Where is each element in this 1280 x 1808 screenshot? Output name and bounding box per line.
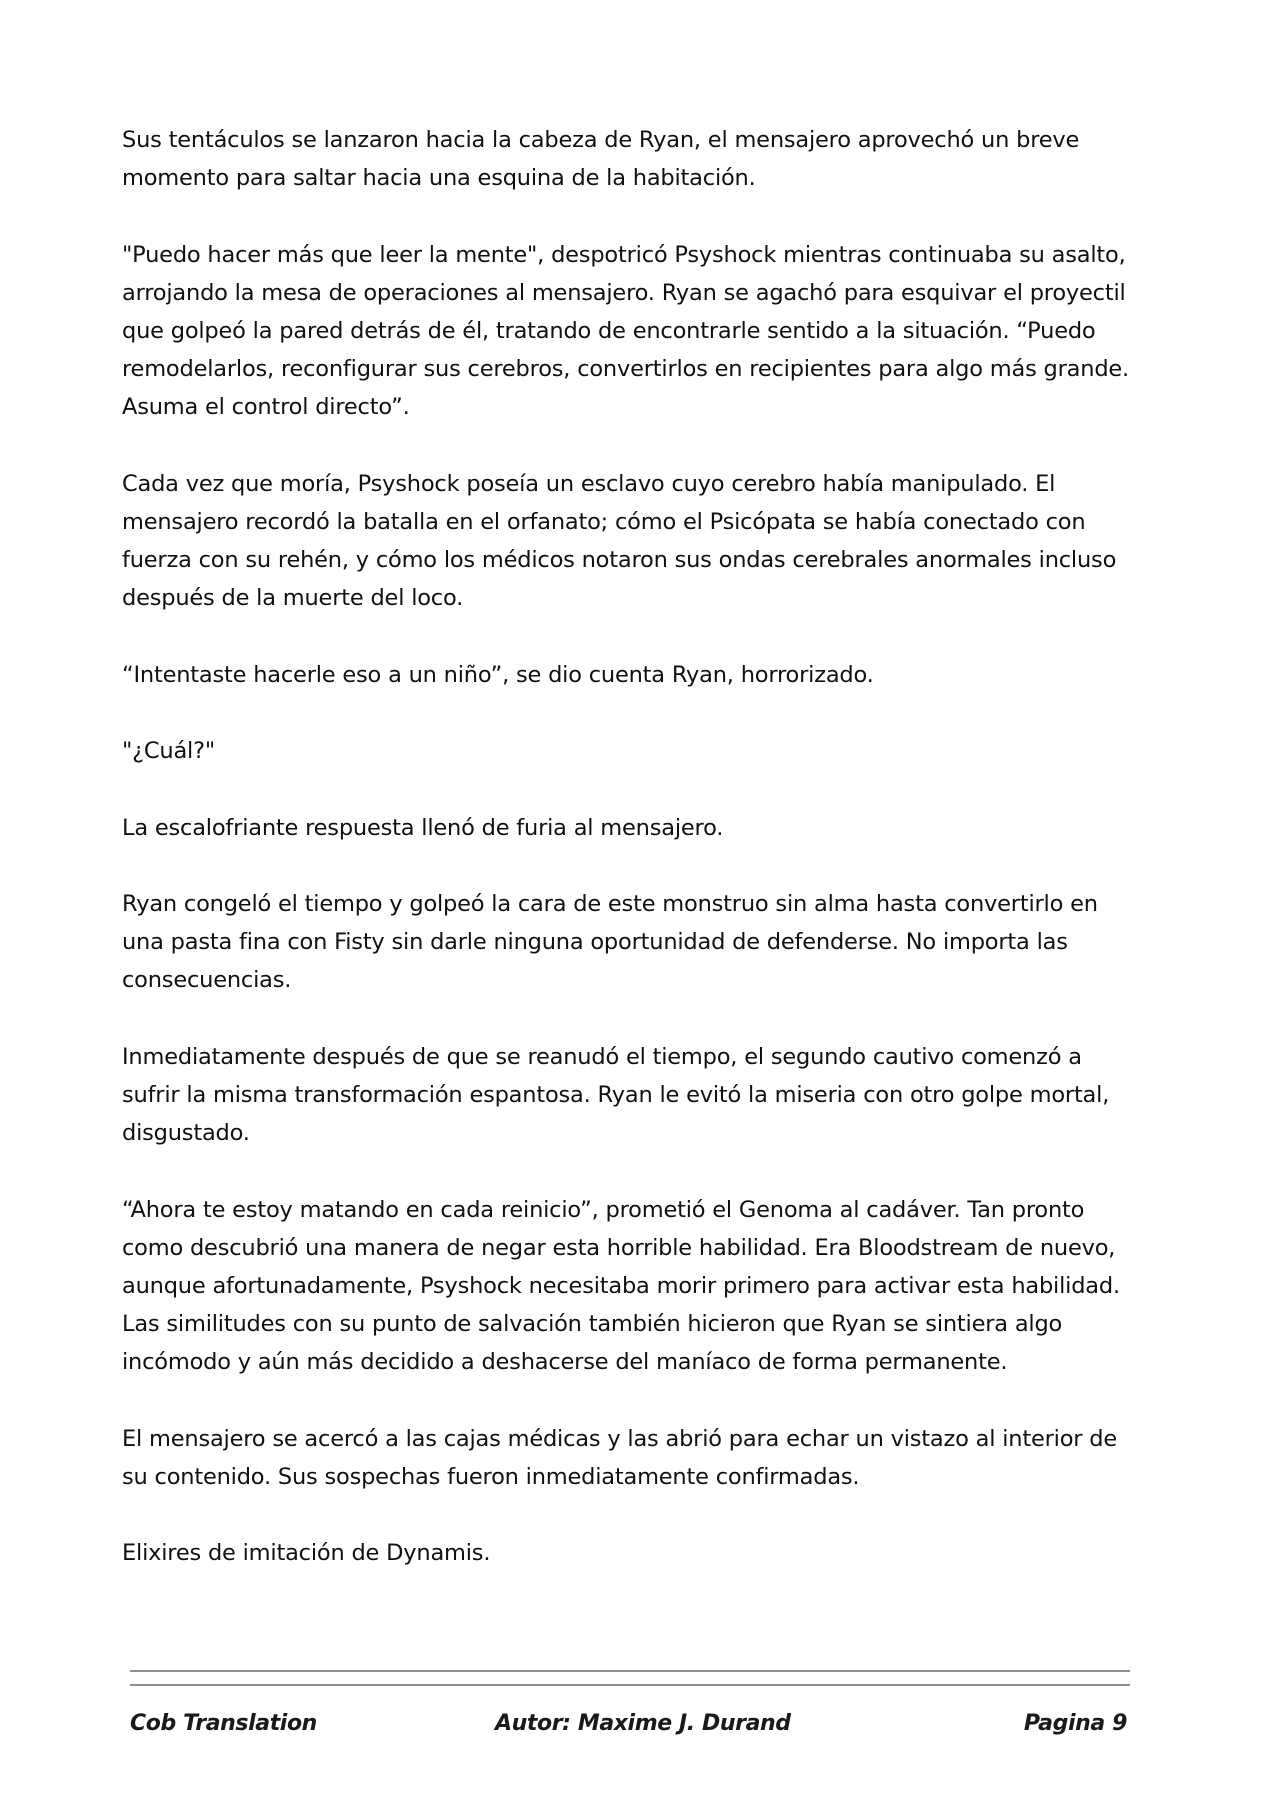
footer-author: Autor: Maxime J. Durand	[495, 1711, 791, 1736]
paragraph-11: Elixires de imitación de Dynamis.	[122, 1540, 491, 1567]
footer-divider-top	[130, 1670, 1130, 1672]
paragraph-1: Sus tentáculos se lanzaron hacia la cabeza de Ryan, el mensajero aprovechó un breve momento para saltar hacia una esquina de la habitación.	[122, 127, 1080, 192]
footer-divider-bottom	[130, 1684, 1130, 1686]
paragraph-2: "Puedo hacer más que leer la mente", despotricó Psyshock mientras continuaba su asalto, arrojando la mesa de operaciones al mensajero. Ryan se agachó para esquivar el proyectil que golpeó la pared detrás de él, tratando de encontrarle sentido a la situación. “Puedo remodelarlos, reconfigurar sus cerebros, convertirlos en recipientes para algo más grande. Asuma el control directo”.	[122, 241, 1130, 421]
paragraph-8: Inmediatamente después de que se reanudó el tiempo, el segundo cautivo comenzó a sufrir la misma transformación espantosa. Ryan le evitó la miseria con otro golpe mortal, disgustado.	[122, 1043, 1110, 1147]
paragraph-4: “Intentaste hacerle eso a un niño”, se dio cuenta Ryan, horrorizado.	[122, 661, 874, 688]
paragraph-7: Ryan congeló el tiempo y golpeó la cara de este monstruo sin alma hasta convertirlo en una pasta fina con Fisty sin darle ninguna oportunidad de defenderse. No importa las consecuencias.	[122, 890, 1098, 994]
footer-page-number: Pagina 9	[1023, 1711, 1127, 1736]
paragraph-10: El mensajero se acercó a las cajas médicas y las abrió para echar un vistazo al interior de su contenido. Sus sospechas fueron inmediatamente confirmadas.	[122, 1425, 1117, 1490]
paragraph-5: "¿Cuál?"	[122, 738, 215, 765]
paragraph-9: “Ahora te estoy matando en cada reinicio”, prometió el Genoma al cadáver. Tan pronto como descubrió una manera de negar esta horrible habilidad. Era Bloodstream de nuevo, aunque afortunadamente, Psyshock necesitaba morir primero para activar esta habilidad. Las similitudes con su punto de salvación también hicieron que Ryan se sintiera algo incómodo y aún más decidido a deshacerse del maníaco de forma permanente.	[122, 1196, 1120, 1376]
body-text	[122, 121, 1132, 1611]
paragraph-6: La escalofriante respuesta llenó de furia al mensajero.	[122, 814, 724, 841]
footer-publisher: Cob Translation	[130, 1711, 317, 1736]
paragraph-3: Cada vez que moría, Psyshock poseía un esclavo cuyo cerebro había manipulado. El mensajero recordó la batalla en el orfanato; cómo el Psicópata se había conectado con fuerza con su rehén, y cómo los médicos notaron sus ondas cerebrales anormales incluso después de la muerte del loco.	[122, 470, 1117, 612]
